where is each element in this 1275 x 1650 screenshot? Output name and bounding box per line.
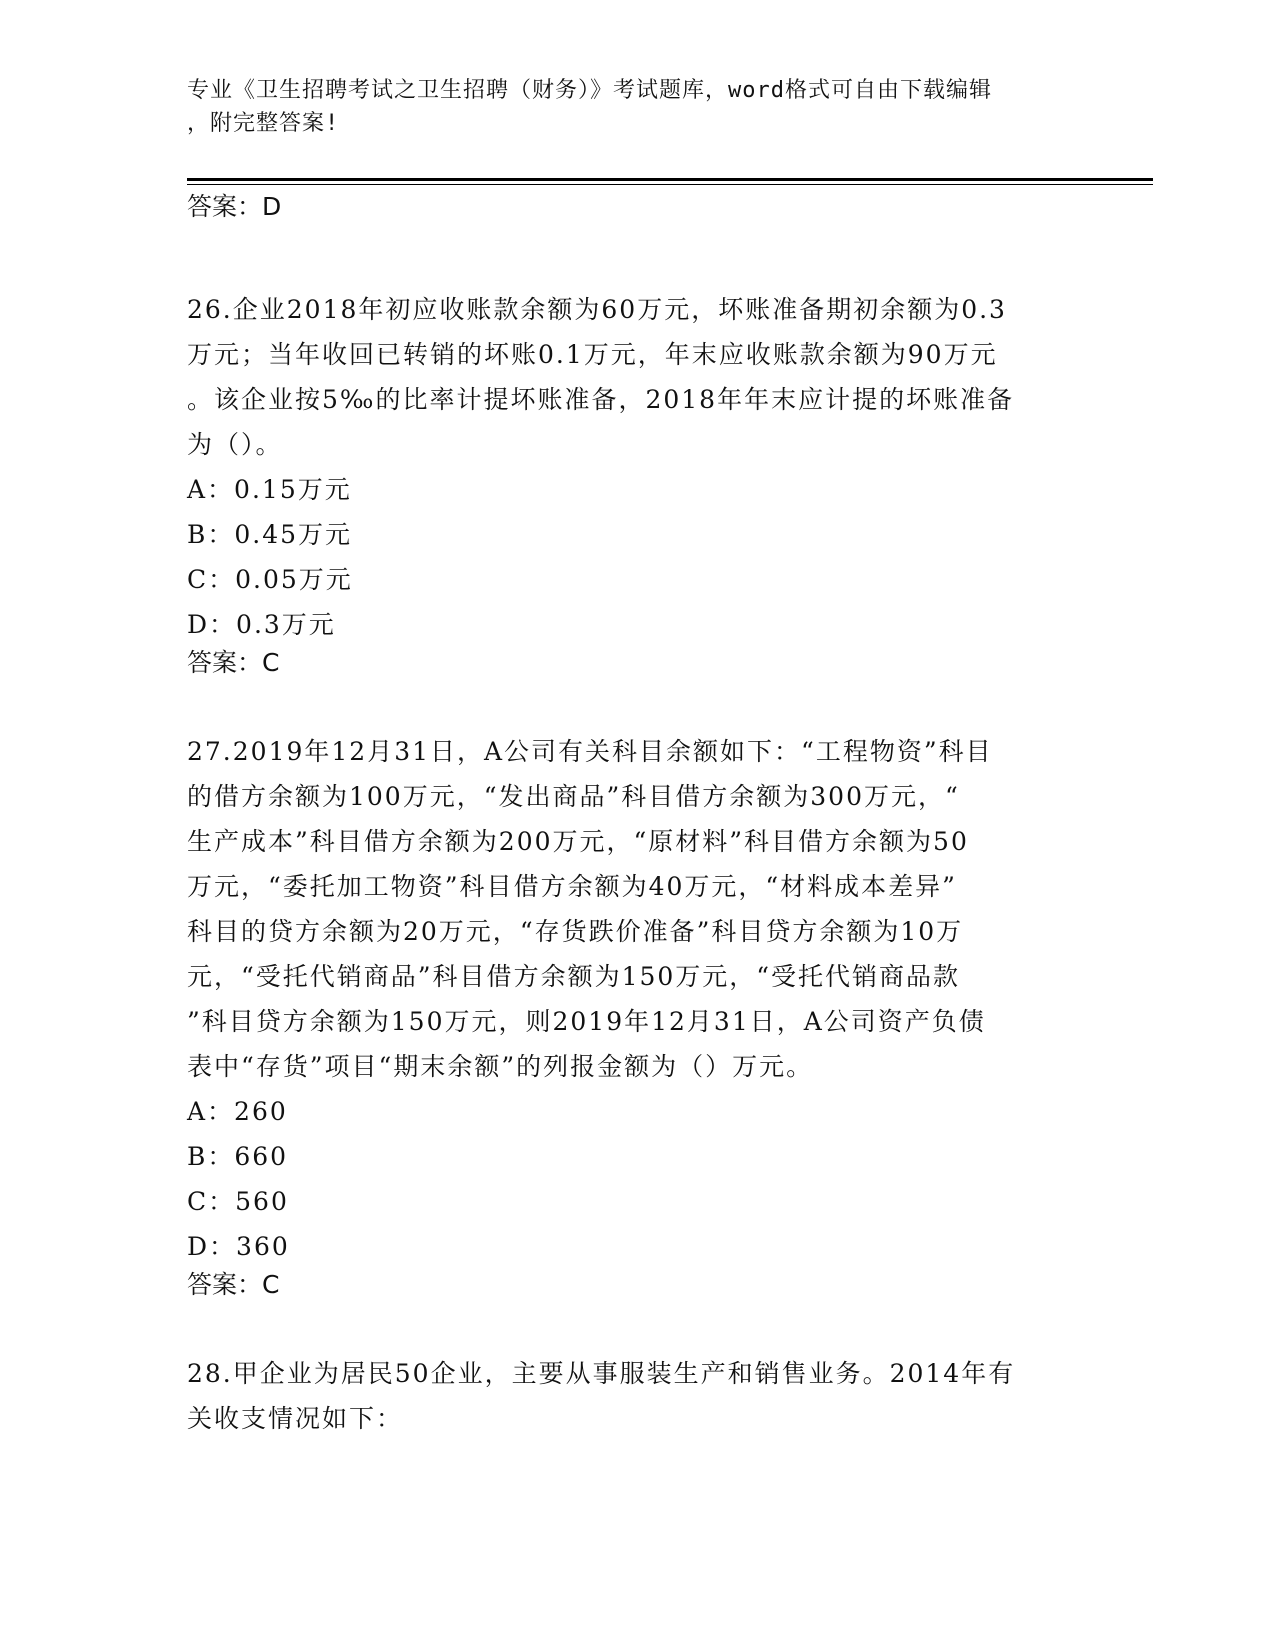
- question-27: [187, 729, 1087, 1301]
- option-c: C：560: [187, 1187, 289, 1216]
- question-text-line: 的借方余额为100万元，“发出商品”科目借方余额为300万元，“: [187, 782, 960, 811]
- question-text-line: 关收支情况如下：: [187, 1404, 404, 1433]
- question-text-line: 万元；当年收回已转销的坏账0.1万元，年末应收账款余额为90万元: [187, 340, 998, 369]
- question-text-line: 。该企业按5‰的比率计提坏账准备，2018年年末应计提的坏账准备: [187, 385, 1015, 414]
- answer-q27: 答案：C: [187, 1270, 280, 1299]
- option-b: B：0.45万元: [187, 520, 353, 549]
- question-text-line: 科目的贷方余额为20万元，“存货跌价准备”科目贷方余额为10万: [187, 917, 964, 946]
- option-d: D：360: [187, 1232, 290, 1261]
- question-text-line: 生产成本”科目借方余额为200万元，“原材料”科目借方余额为50: [187, 827, 969, 856]
- answer-q25: 答案：D: [187, 192, 282, 221]
- answer-q26: 答案：C: [187, 648, 280, 677]
- header-line-2: ，附完整答案!: [187, 111, 340, 136]
- option-a: A：260: [187, 1097, 288, 1126]
- option-c: C：0.05万元: [187, 565, 353, 594]
- question-text-line: 为（）。: [187, 430, 283, 459]
- question-text-line: ”科目贷方余额为150万元，则2019年12月31日，A公司资产负债: [187, 1007, 986, 1036]
- header-line-1: 专业《卫生招聘考试之卫生招聘（财务）》考试题库，word格式可自由下载编辑: [187, 78, 992, 103]
- question-28: [187, 1351, 1087, 1441]
- question-26: [187, 287, 1087, 679]
- option-d: D：0.3万元: [187, 610, 336, 639]
- question-text-line: 万元，“委托加工物资”科目借方余额为40万元，“材料成本差异”: [187, 872, 957, 901]
- option-a: A：0.15万元: [187, 475, 352, 504]
- header-divider-thick: [187, 178, 1153, 181]
- option-b: B：660: [187, 1142, 289, 1171]
- question-text-line: 28.甲企业为居民50企业，主要从事服装生产和销售业务。2014年有: [187, 1359, 1016, 1388]
- question-text-line: 26.企业2018年初应收账款余额为60万元，坏账准备期初余额为0.3: [187, 295, 1007, 324]
- question-text-line: 表中“存货”项目“期末余额”的列报金额为（）万元。: [187, 1052, 814, 1081]
- question-text-line: 27.2019年12月31日，A公司有关科目余额如下：“工程物资”科目: [187, 737, 993, 766]
- header-divider-thin: [187, 184, 1153, 185]
- question-text-line: 元，“受托代销商品”科目借方余额为150万元，“受托代销商品款: [187, 962, 961, 991]
- document-header: [187, 74, 1067, 140]
- document-body: [187, 191, 1087, 1441]
